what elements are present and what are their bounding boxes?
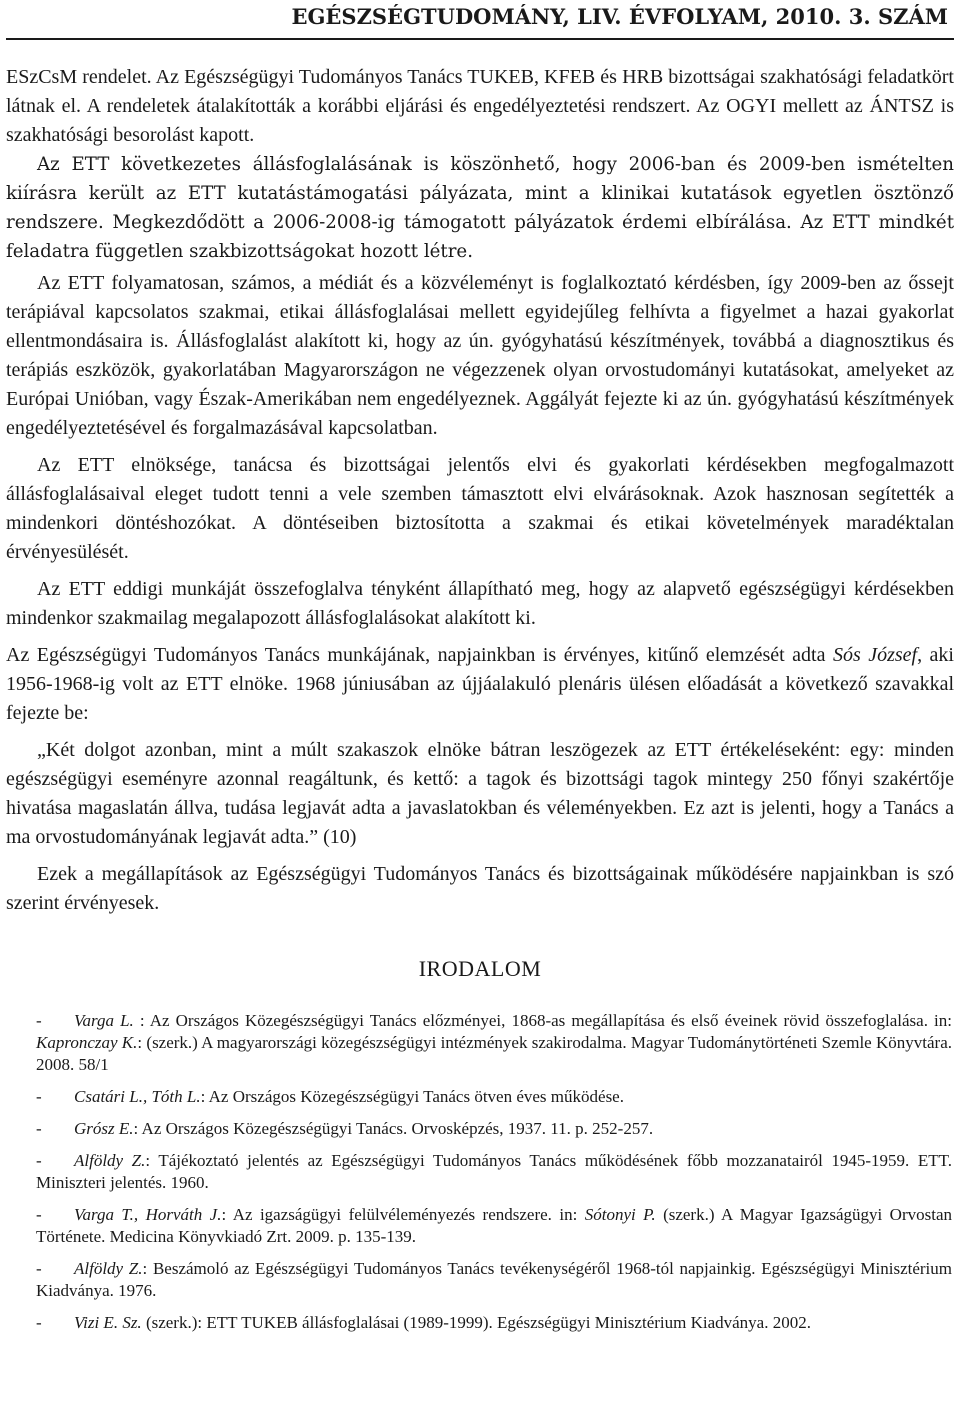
paragraph-5: Az ETT eddigi munkáját összefoglalva tényként állapítható meg, hogy az alapvető egészségügyi kérdésekben mindenkor szakmailag megalapozott állásfoglalásokat alakított ki. bbox=[6, 578, 954, 629]
reference-item bbox=[36, 1312, 952, 1334]
paragraph-6-end: , aki 1956-1968-ig volt az ETT elnöke. 1968 júniusában az újjáalakuló plenáris ülésen előadását a következő szavakkal fejezte be: bbox=[6, 644, 954, 724]
reference-editor: Kapronczay K. bbox=[36, 1033, 138, 1052]
reference-author: Csatári L., Tóth L. bbox=[74, 1087, 201, 1106]
reference-text-tail: (szerk.) A Magyar Igazságügyi Orvostan Története. Medicina Könyvkiadó Zrt. 2009. p. 135-139. bbox=[36, 1205, 953, 1246]
reference-author: Vizi E. Sz. bbox=[74, 1313, 142, 1332]
running-header: EGÉSZSÉGTUDOMÁNY, LIV. ÉVFOLYAM, 2010. 3. SZÁM bbox=[6, 0, 954, 40]
reference-dash: - bbox=[36, 1087, 42, 1106]
paragraph-2: Az ETT következetes állásfoglalásának is köszönhető, hogy 2006-ban és 2009-ben ismételten kiírásra került az ETT kutatástámogatási pályázata, mint a klinikai kutatások egyetlen ösztönző rendszere. Megkezdődött a 2006-2008-ig támogatott pályázatok érdemi elbírálása. Az ETT mindkét feladatra független szakbizottságokat hozott létre. bbox=[6, 154, 954, 262]
reference-text: : Az Országos Közegészségügyi Tanács ötven éves működése. bbox=[200, 1087, 624, 1106]
body-text bbox=[6, 63, 954, 918]
reference-author: Varga L. bbox=[74, 1011, 134, 1030]
paragraph-6-start: Az Egészségügyi Tudományos Tanács munkájának, napjainkban is érvényes, kitűnő elemzését adta bbox=[6, 644, 833, 666]
paragraph-8: Ezek a megállapítások az Egészségügyi Tudományos Tanács és bizottságainak működésére napjainkban is szó szerint érvényesek. bbox=[6, 863, 954, 914]
reference-editor: Sótonyi P. bbox=[584, 1205, 656, 1224]
reference-author: Alföldy Z. bbox=[74, 1151, 146, 1170]
reference-text: (szerk.): ETT TUKEB állásfoglalásai (1989-1999). Egészségügyi Minisztérium Kiadványa. 2002. bbox=[141, 1313, 811, 1332]
reference-author: Grósz E. bbox=[74, 1119, 134, 1138]
reference-dash: - bbox=[36, 1205, 42, 1224]
reference-item bbox=[36, 1010, 952, 1076]
reference-dash: - bbox=[36, 1259, 42, 1278]
reference-item bbox=[36, 1118, 952, 1140]
reference-item bbox=[36, 1204, 952, 1248]
reference-text: : Tájékoztató jelentés az Egészségügyi Tudományos Tanács működésének főbb mozzanatairól 1945-1959. ETT. Miniszteri jelentés. 1960. bbox=[36, 1151, 952, 1192]
reference-text: : Az Országos Közegészségügyi Tanács. Orvosképzés, 1937. 11. p. 252-257. bbox=[133, 1119, 654, 1138]
reference-author: Varga T., Horváth J. bbox=[74, 1205, 222, 1224]
paragraph-7-quote: „Két dolgot azonban, mint a múlt szakaszok elnöke bátran leszögezek az ETT értékeléseként: egy: minden egészségügyi eseményre azonnal reagáltunk, és kettő: a tagok és bizottsági tagok mintegy 250 főnyi szakértője hivatása magaslatán állva, tudása legjavát adta a javaslatokban és véleményekben. Ez azt is jelenti, hogy a Tanács a ma orvostudományának legjavát adta.” (10) bbox=[6, 739, 954, 848]
reference-dash: - bbox=[36, 1119, 42, 1138]
reference-dash: - bbox=[36, 1313, 42, 1332]
reference-item bbox=[36, 1086, 952, 1108]
references-title: IRODALOM bbox=[418, 956, 542, 981]
reference-text: : Az Országos Közegészségügyi Tanács előzményei, 1868-as megállapítása és első éveinek rövid összefoglalása. in: bbox=[133, 1011, 952, 1030]
reference-text: : Az igazságügyi felülvéleményezés rendszere. in: bbox=[221, 1205, 585, 1224]
references-list bbox=[6, 1010, 954, 1334]
reference-text: : Beszámoló az Egészségügyi Tudományos Tanács tevékenységéről 1968-tól napjainkig. Egészségügyi Minisztérium Kiadványa. 1976. bbox=[36, 1259, 952, 1300]
reference-dash: - bbox=[36, 1151, 42, 1170]
reference-item bbox=[36, 1258, 952, 1302]
reference-text-tail: : (szerk.) A magyarországi közegészségügyi intézmények szakirodalma. Magyar Tudománytörténeti Szemle Könyvtára. 2008. 58/1 bbox=[36, 1033, 953, 1074]
paragraph-1: ESzCsM rendelet. Az Egészségügyi Tudományos Tanács TUKEB, KFEB és HRB bizottságai szakhatósági feladatkört látnak el. A rendeletek átalakították a korábbi eljárási és engedélyeztetési rendszert. Az OGYI mellett az ÁNTSZ is szakhatósági besorolást kapott. bbox=[6, 66, 954, 146]
paragraph-3: Az ETT folyamatosan, számos, a médiát és a közvéleményt is foglalkoztató kérdésben, így 2009-ben az őssejt terápiával kapcsolatos szakmai, etikai állásfoglalásai mellett egyidejűleg felhívta a figyelmet a hazai gyakorlat ellentmondásaira is. Állásfoglalást alakított ki, hogy az ún. gyógyhatású készítmények, továbbá a diagnosztikus és terápiás eszközök, gyakorlatában Magyarországon ne végezzenek olyan orvostudományi kutatásokat, amelyeket az Európai Unióban, vagy Észak-Amerikában nem engedélyeznek. Aggályát fejezte ki az ún. gyógyhatású készítmények engedélyeztetésével és forgalmazásával kapcsolatban. bbox=[6, 272, 954, 439]
reference-author: Alföldy Z. bbox=[74, 1259, 143, 1278]
reference-item bbox=[36, 1150, 952, 1194]
reference-dash: - bbox=[36, 1011, 42, 1030]
paragraph-4: Az ETT elnöksége, tanácsa és bizottságai jelentős elvi és gyakorlati kérdésekben megfogalmazott állásfoglalásaival eleget tudott tenni a vele szemben támasztott elvi elvárásoknak. Azok hasznosan segítették a mindenkori döntéshozókat. A döntéseiben biztosította a szakmai és etikai követelmények maradéktalan érvényesülését. bbox=[6, 454, 954, 563]
paragraph-6 bbox=[6, 641, 954, 728]
paragraph-6-person-name: Sós József bbox=[832, 644, 918, 666]
document-page bbox=[6, 0, 954, 1344]
